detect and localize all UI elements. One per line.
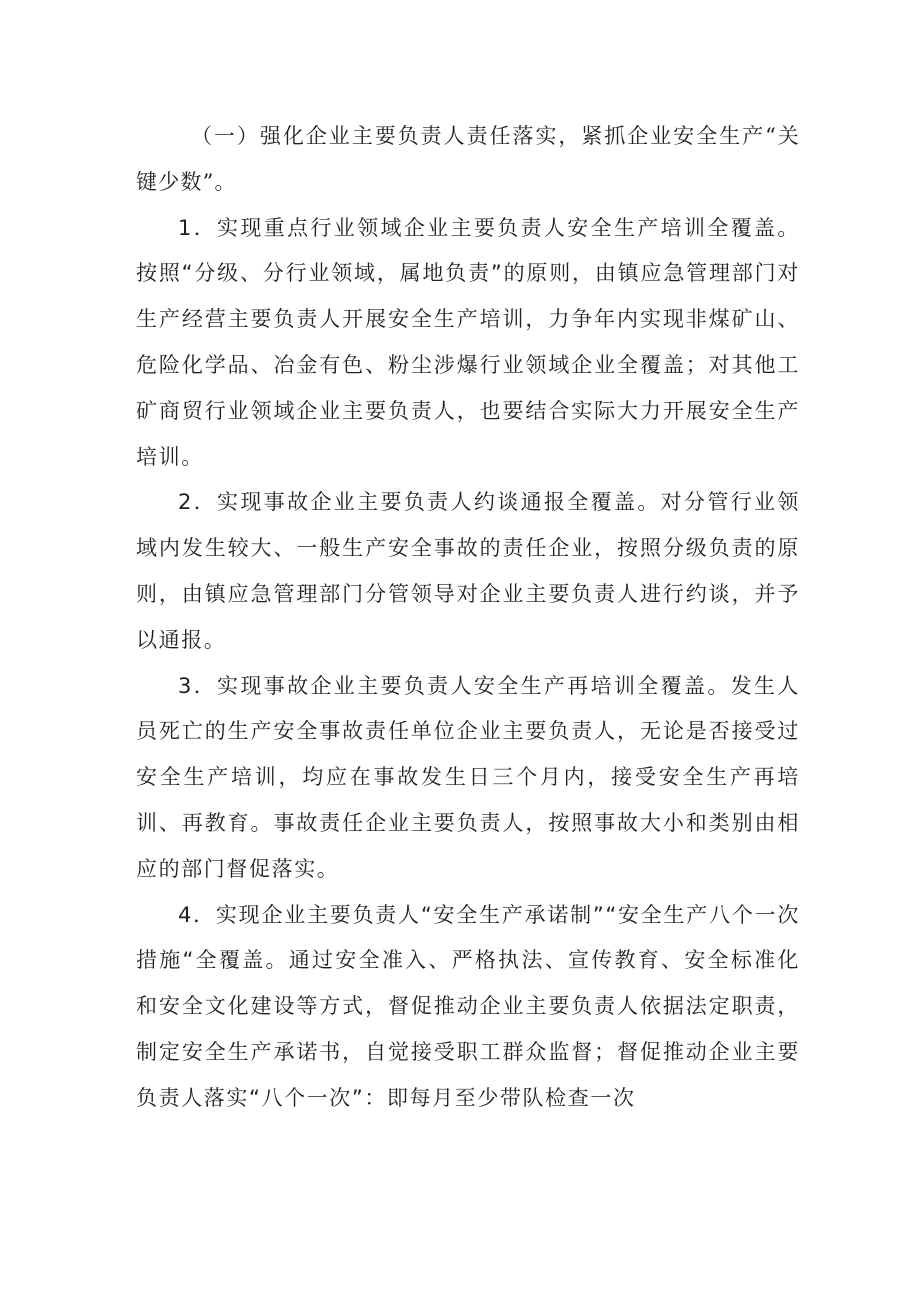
paragraph-2: 2．实现事故企业主要负责人约谈通报全覆盖。对分管行业领域内发生较大、一般生产安全事故的责任企业，按照分级负责的原则，由镇应急管理部门分管领导对企业主要负责人进行约谈，并予以通报。 xyxy=(136,490,800,652)
paragraph-1: 1．实现重点行业领域企业主要负责人安全生产培训全覆盖。按照“分级、分行业领域，属地负责”的原则，由镇应急管理部门对生产经营主要负责人开展安全生产培训，力争年内实现非煤矿山、危险化学品、冶金有色、粉尘涉爆行业领域企业全覆盖；对其他工矿商贸行业领域企业主要负责人，也要结合实际大力开展安全生产培训。 xyxy=(136,215,800,469)
section-heading: （一）强化企业主要负责人责任落实，紧抓企业安全生产“关键少数”。 xyxy=(136,124,800,194)
document-body xyxy=(136,114,800,1122)
paragraph-4: 4．实现企业主要负责人“安全生产承诺制”“安全生产八个一次措施“全覆盖。通过安全准入、严格执法、宣传教育、安全标准化和安全文化建设等方式，督促推动企业主要负责人依据法定职责，制定安全生产承诺书，自觉接受职工群众监督；督促推动企业主要负责人落实“八个一次”：即每月至少带队检查一次 xyxy=(136,902,800,1110)
paragraph-3: 3．实现事故企业主要负责人安全生产再培训全覆盖。发生人员死亡的生产安全事故责任单位企业主要负责人，无论是否接受过安全生产培训，均应在事故发生日三个月内，接受安全生产再培训、再教育。事故责任企业主要负责人，按照事故大小和类别由相应的部门督促落实。 xyxy=(136,673,800,881)
